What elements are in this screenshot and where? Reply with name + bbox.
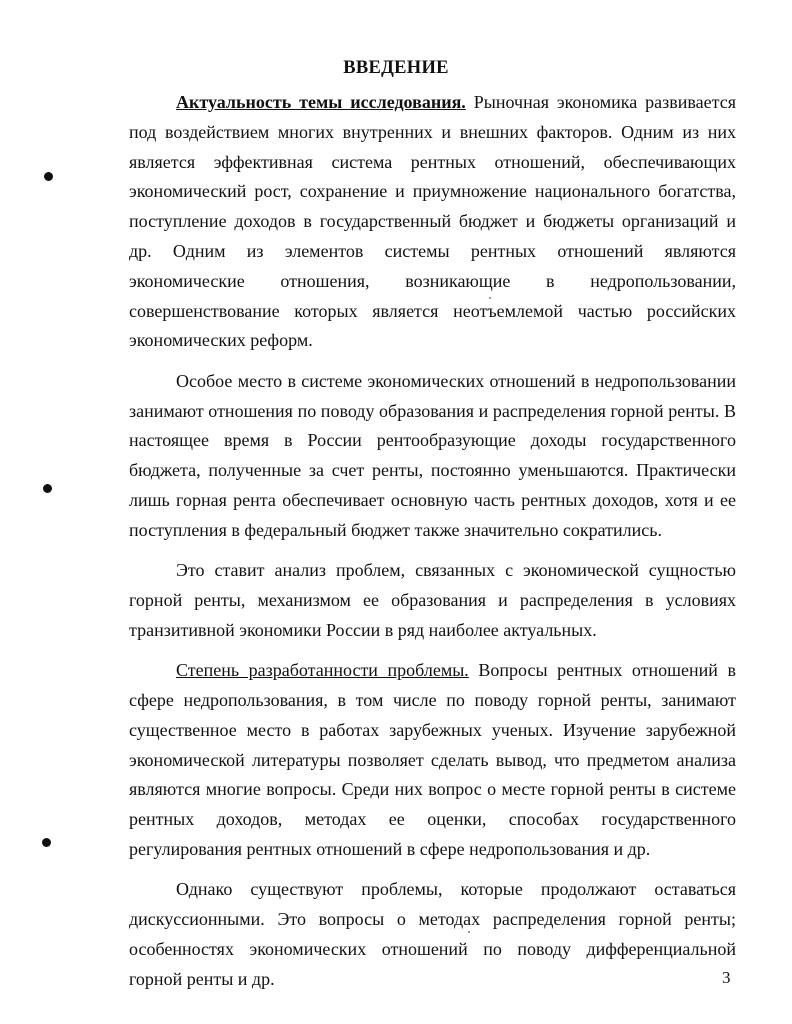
paragraph-analysis: Это ставит анализ проблем, связанных с экономической сущностью горной ренты, механизмом ее образования и распределения в условиях транзитивной экономики России в ряд наиболее актуальных.	[129, 560, 736, 640]
relevance-heading: Актуальность темы исследования.	[176, 92, 466, 112]
binding-hole-mark-bottom	[42, 838, 51, 847]
development-degree-heading: Степень разработанности проблемы.	[176, 660, 469, 681]
development-degree-text: Вопросы рентных отношений в сфере недропользования, в том числе по поводу горной ренты, занимают существенное место в работах зарубежных ученых. Изучение зарубежной экономической литературы позволяет сделать вывод, что предметом анализа являются многие вопросы. Среди них вопрос о месте горной ренты в системе рентных доходов, методах ее оценки, способах государственного регулирования рентных отношений в сфере недропользования и др.	[129, 660, 736, 859]
binding-hole-mark-middle	[43, 484, 52, 493]
relevance-text: Рыночная экономика развивается под воздействием многих внутренних и внешних факторов. Одним из них является эффективная система рентных отношений, обеспечивающих экономический рост, сохранение и приумножение национального богатства, поступление доходов в государственный бюджет и бюджеты организаций и др. Одним из элементов системы рентных отношений являются экономические отношения, возникающие в недропользовании, совершенствование которых является неотъемлемой частью российских экономических реформ.	[129, 92, 736, 351]
paragraph-relevance	[129, 88, 736, 356]
page-number: 3	[722, 968, 731, 987]
paragraph-development-degree	[129, 656, 736, 865]
body-text	[129, 88, 736, 1005]
paragraph-mining-rent: Особое место в системе экономических отношений в недропользовании занимают отношения по поводу образования и распределения горной ренты. В настоящее время в России рентообразующие доходы государственного бюджета, полученные за счет ренты, постоянно уменьшаются. Практически лишь горная рента обеспечивает основную часть рентных доходов, хотя и ее поступления в федеральный бюджет также значительно сократились.	[129, 370, 736, 540]
paragraph-discussion: Однако существуют проблемы, которые продолжают оставаться дискуссионными. Это вопросы о методах распределения горной ренты; особенностях экономических отношений по поводу дифференциальной горной ренты и др.	[129, 879, 736, 989]
page-title: ВВЕДЕНИЕ	[343, 58, 449, 78]
binding-hole-mark-top	[44, 172, 53, 181]
